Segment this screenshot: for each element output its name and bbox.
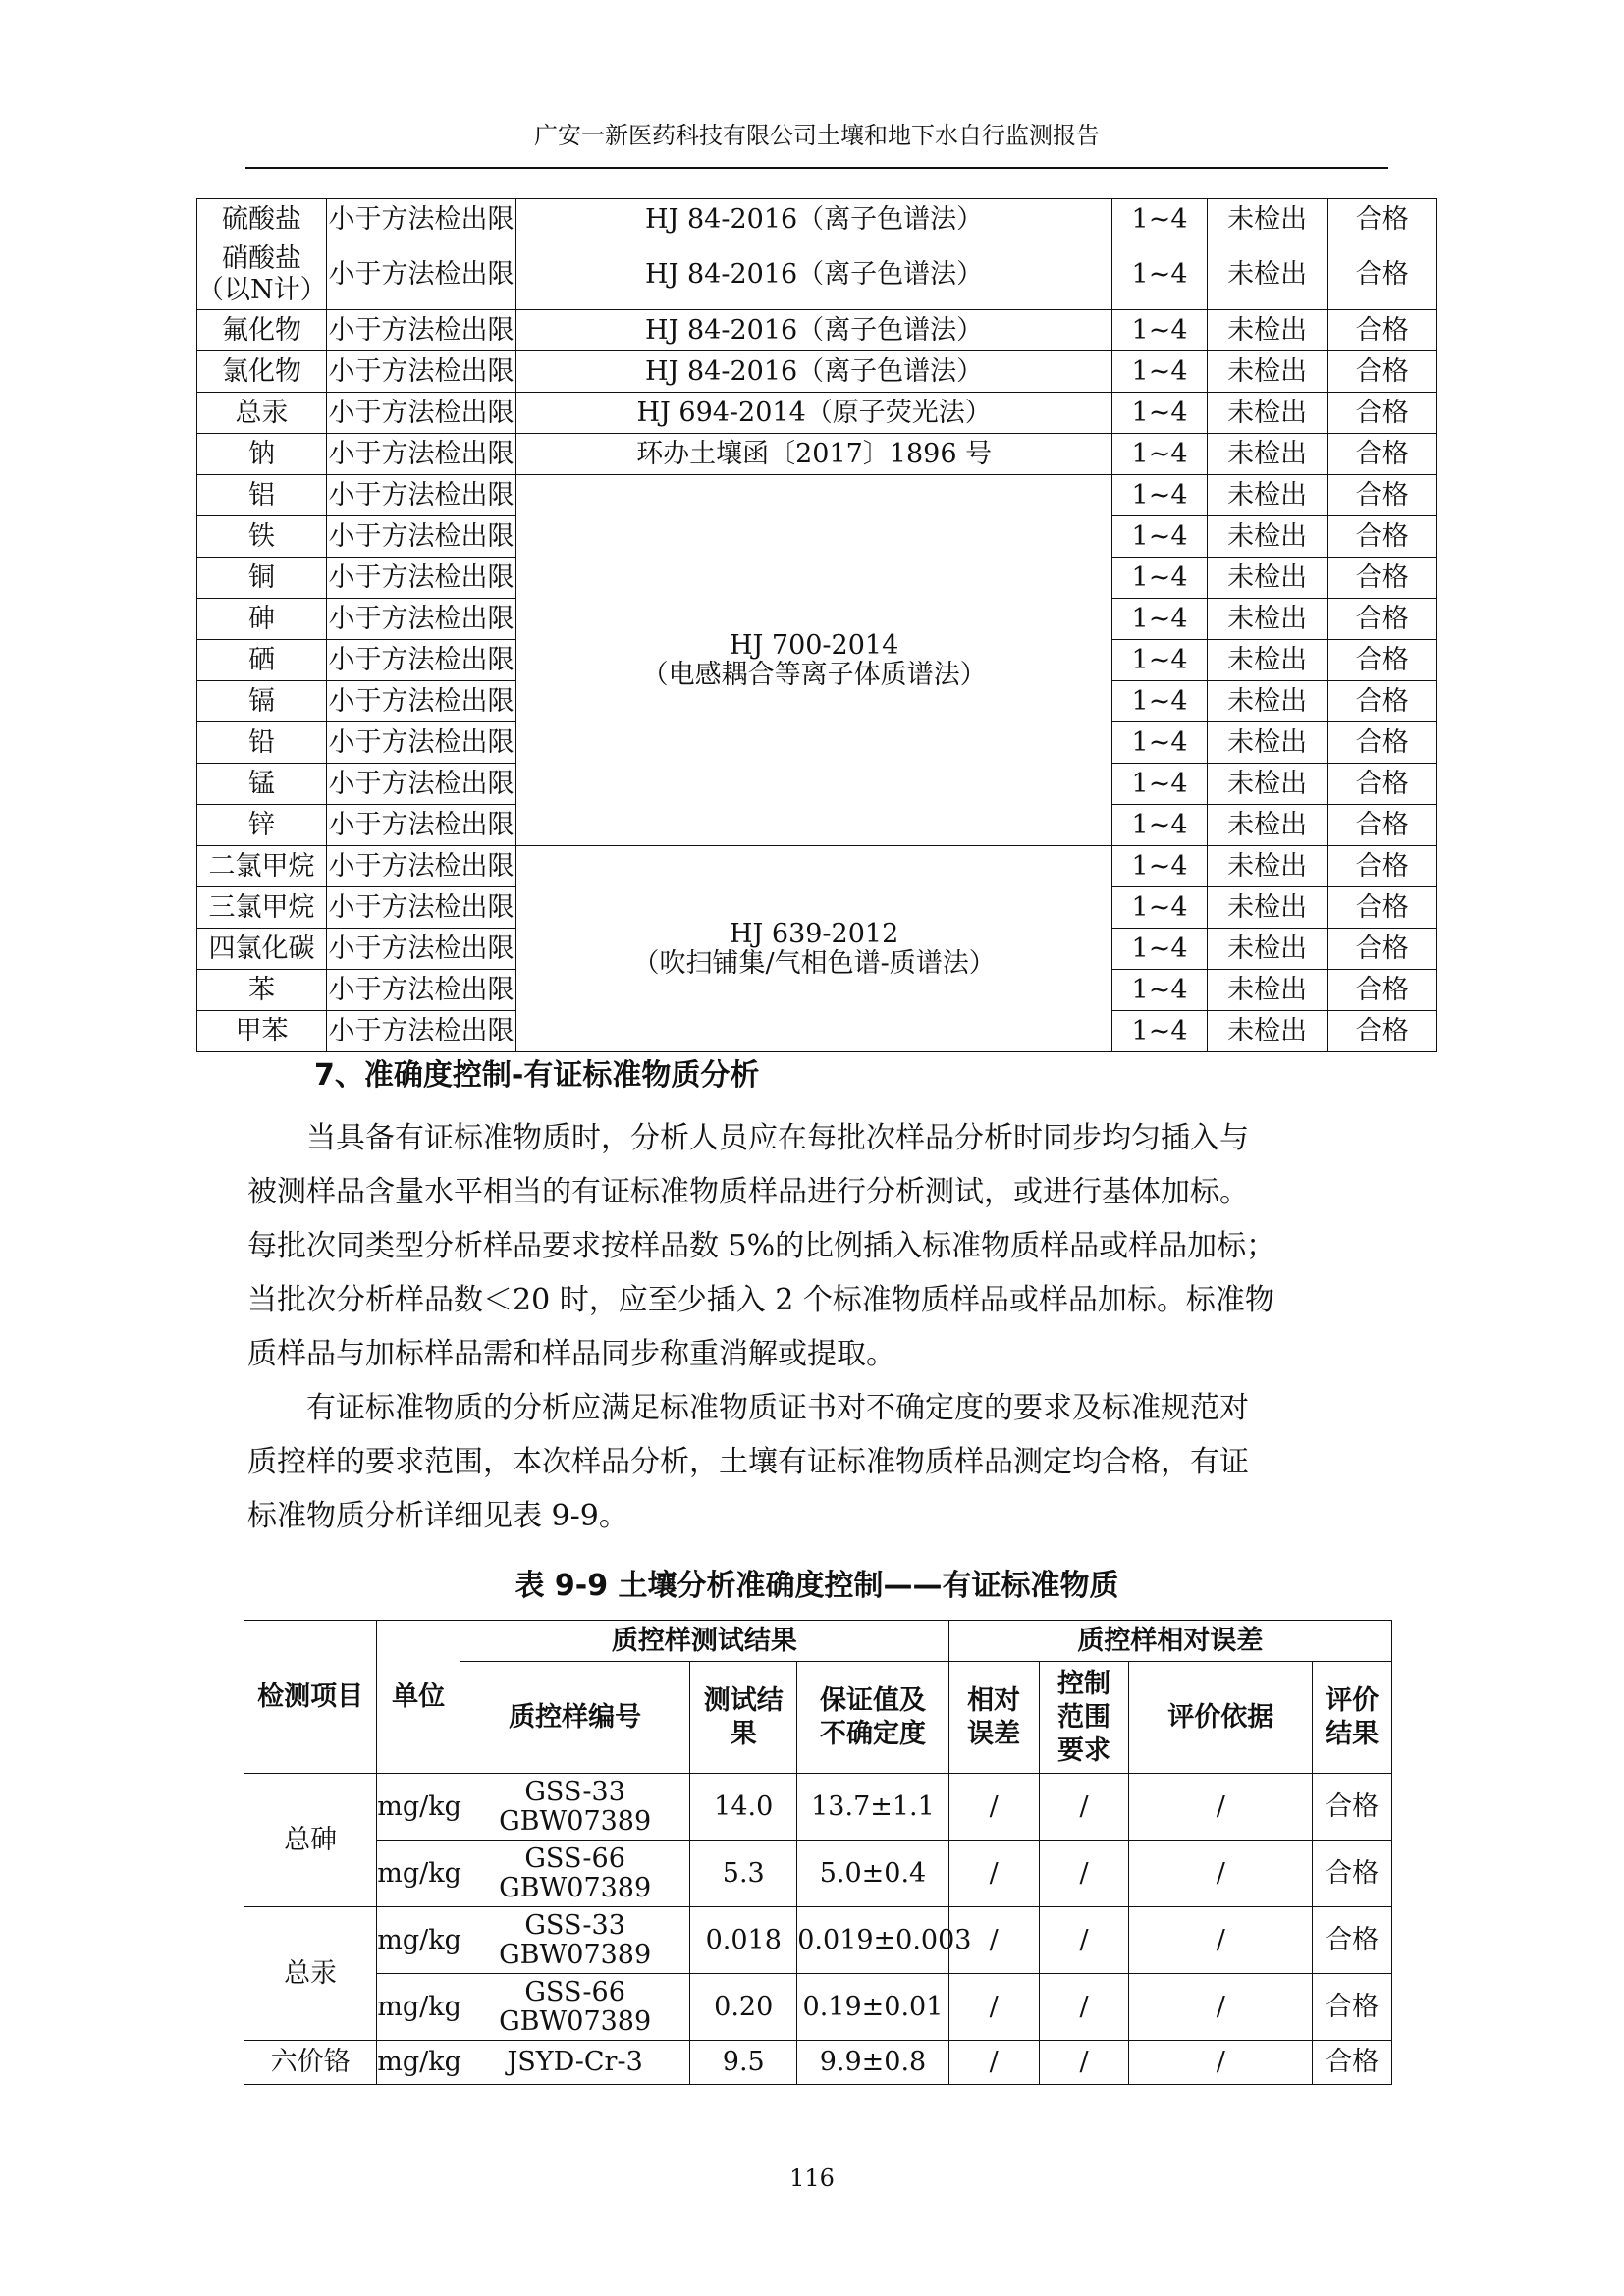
cell-item: 总汞 (197, 393, 327, 434)
table-row (244, 1841, 1392, 1907)
cell-evaluation: 合格 (1327, 764, 1436, 805)
cell-detect: 未检出 (1207, 393, 1327, 434)
cell-item: 铅 (197, 722, 327, 764)
cell-evaluation: 合格 (1327, 516, 1436, 558)
cell-certified-value: 13.7±1.1 (797, 1774, 948, 1841)
cell-range: 1~4 (1112, 764, 1207, 805)
cell-evaluation: 合格 (1327, 1011, 1436, 1052)
cell-detect: 未检出 (1207, 240, 1327, 310)
cell-range: 1~4 (1112, 929, 1207, 970)
cell-item: 氯化物 (197, 351, 327, 393)
cell-range: 1~4 (1112, 240, 1207, 310)
cell-item: 四氯化碳 (197, 929, 327, 970)
paragraph-line: 当批次分析样品数＜20 时，应至少插入 2 个标准物质样品或样品加标。标准物 (247, 1283, 1274, 1317)
cell-range: 1~4 (1112, 599, 1207, 640)
table-row (197, 310, 1437, 351)
cell-evaluation: 合格 (1327, 199, 1436, 240)
cell-test-result: 0.018 (690, 1907, 797, 1974)
cell-item: 铜 (197, 558, 327, 599)
cell-evaluation: 合格 (1327, 558, 1436, 599)
cell-evaluation-basis: / (1129, 1841, 1313, 1907)
cell-sample-id: GSS-33 GBW07389 (460, 1774, 690, 1841)
cell-range: 1~4 (1112, 516, 1207, 558)
paragraph-crm-result (247, 1381, 1386, 1543)
cell-control-range: / (1039, 1974, 1129, 2041)
paragraph-line: 标准物质分析详细见表 9-9。 (247, 1499, 628, 1533)
header-group-relative-error: 质控样相对误差 (948, 1621, 1391, 1662)
cell-relative-error: / (948, 1774, 1039, 1841)
cell-test-result: 5.3 (690, 1841, 797, 1907)
cell-evaluation: 合格 (1327, 240, 1436, 310)
cell-evaluation: 合格 (1327, 310, 1436, 351)
cell-test-result: 9.5 (690, 2041, 797, 2085)
cell-item: 六价铬 (244, 2041, 377, 2085)
report-header-title: 广安一新医药科技有限公司土壤和地下水自行监测报告 (534, 122, 1100, 149)
cell-item: 砷 (197, 599, 327, 640)
cell-certified-value: 5.0±0.4 (797, 1841, 948, 1907)
cell-result: 小于方法检出限 (327, 805, 516, 846)
cell-result: 小于方法检出限 (327, 240, 516, 310)
cell-result: 小于方法检出限 (327, 640, 516, 681)
cell-item: 甲苯 (197, 1011, 327, 1052)
cell-result: 小于方法检出限 (327, 846, 516, 887)
cell-control-range: / (1039, 1907, 1129, 1974)
cell-detect: 未检出 (1207, 681, 1327, 722)
cell-evaluation-basis: / (1129, 2041, 1313, 2085)
table-row (197, 434, 1437, 475)
cell-method: 环办土壤函〔2017〕1896 号 (515, 434, 1111, 475)
cell-sample-id: GSS-33 GBW07389 (460, 1907, 690, 1974)
cell-control-range: / (1039, 1774, 1129, 1841)
cell-evaluation: 合格 (1327, 434, 1436, 475)
cell-result: 小于方法检出限 (327, 887, 516, 929)
paragraph-line: 质样品与加标样品需和样品同步称重消解或提取。 (247, 1337, 895, 1371)
cell-detect: 未检出 (1207, 722, 1327, 764)
cell-evaluation: 合格 (1327, 599, 1436, 640)
cell-detect: 未检出 (1207, 558, 1327, 599)
cell-detect: 未检出 (1207, 199, 1327, 240)
cell-relative-error: / (948, 2041, 1039, 2085)
header-group-test-result: 质控样测试结果 (460, 1621, 949, 1662)
table-row (197, 393, 1437, 434)
cell-item: 二氯甲烷 (197, 846, 327, 887)
cell-result: 小于方法检出限 (327, 393, 516, 434)
cell-evaluation: 合格 (1327, 681, 1436, 722)
cell-result: 小于方法检出限 (327, 970, 516, 1011)
header-unit: 单位 (377, 1621, 460, 1774)
cell-unit: mg/kg (377, 1841, 460, 1907)
crm-accuracy-table (244, 1620, 1392, 2085)
cell-range: 1~4 (1112, 475, 1207, 516)
cell-range: 1~4 (1112, 199, 1207, 240)
cell-relative-error: / (948, 1907, 1039, 1974)
cell-method-icpms: HJ 700-2014 （电感耦合等离子体质谱法） (515, 475, 1111, 846)
cell-result: 小于方法检出限 (327, 558, 516, 599)
paragraph-line: 有证标准物质的分析应满足标准物质证书对不确定度的要求及标准规范对 (306, 1391, 1249, 1425)
cell-detect: 未检出 (1207, 434, 1327, 475)
cell-sample-id: JSYD-Cr-3 (460, 2041, 690, 2085)
table-row (197, 846, 1437, 887)
cell-result: 小于方法检出限 (327, 722, 516, 764)
cell-certified-value: 0.019±0.003 (797, 1907, 948, 1974)
section-heading: 7、准确度控制-有证标准物质分析 (314, 1058, 760, 1093)
table-row (244, 1774, 1392, 1841)
cell-item: 钠 (197, 434, 327, 475)
cell-item: 硫酸盐 (197, 199, 327, 240)
cell-evaluation-result: 合格 (1313, 1841, 1392, 1907)
cell-range: 1~4 (1112, 970, 1207, 1011)
cell-unit: mg/kg (377, 1907, 460, 1974)
header-sample-id: 质控样编号 (460, 1662, 690, 1774)
cell-result: 小于方法检出限 (327, 1011, 516, 1052)
cell-item: 苯 (197, 970, 327, 1011)
cell-method: HJ 84-2016（离子色谱法） (515, 240, 1111, 310)
cell-range: 1~4 (1112, 351, 1207, 393)
cell-evaluation: 合格 (1327, 846, 1436, 887)
cell-method: HJ 84-2016（离子色谱法） (515, 199, 1111, 240)
table-row (244, 2041, 1392, 2085)
paragraph-crm-requirement (247, 1111, 1386, 1381)
header-rule (245, 167, 1388, 169)
cell-detect: 未检出 (1207, 516, 1327, 558)
cell-detect: 未检出 (1207, 929, 1327, 970)
cell-result: 小于方法检出限 (327, 681, 516, 722)
cell-item: 镉 (197, 681, 327, 722)
cell-detect: 未检出 (1207, 764, 1327, 805)
cell-result: 小于方法检出限 (327, 434, 516, 475)
paragraph-line: 当具备有证标准物质时，分析人员应在每批次样品分析时同步均匀插入与 (306, 1121, 1249, 1155)
table-row (244, 1907, 1392, 1974)
cell-detect: 未检出 (1207, 640, 1327, 681)
cell-method-gcms: HJ 639-2012 （吹扫铺集/气相色谱-质谱法） (515, 846, 1111, 1052)
table-row (197, 475, 1437, 516)
cell-unit: mg/kg (377, 2041, 460, 2085)
cell-result: 小于方法检出限 (327, 199, 516, 240)
cell-method: HJ 84-2016（离子色谱法） (515, 351, 1111, 393)
cell-evaluation-basis: / (1129, 1974, 1313, 2041)
cell-item: 锰 (197, 764, 327, 805)
cell-test-result: 14.0 (690, 1774, 797, 1841)
paragraph-line: 质控样的要求范围，本次样品分析，土壤有证标准物质样品测定均合格，有证 (247, 1445, 1249, 1479)
cell-item: 总砷 (244, 1774, 377, 1907)
cell-evaluation-basis: / (1129, 1907, 1313, 1974)
cell-result: 小于方法检出限 (327, 764, 516, 805)
header-relative-error: 相对 误差 (948, 1662, 1039, 1774)
cell-range: 1~4 (1112, 887, 1207, 929)
cell-evaluation: 合格 (1327, 929, 1436, 970)
cell-item: 铝 (197, 475, 327, 516)
cell-relative-error: / (948, 1841, 1039, 1907)
cell-range: 1~4 (1112, 640, 1207, 681)
cell-result: 小于方法检出限 (327, 929, 516, 970)
cell-detect: 未检出 (1207, 475, 1327, 516)
cell-evaluation-result: 合格 (1313, 1974, 1392, 2041)
cell-control-range: / (1039, 2041, 1129, 2085)
cell-detect: 未检出 (1207, 970, 1327, 1011)
paragraph-line: 被测样品含量水平相当的有证标准物质样品进行分析测试，或进行基体加标。 (247, 1175, 1249, 1209)
cell-item: 硒 (197, 640, 327, 681)
table-row (197, 199, 1437, 240)
cell-item: 锌 (197, 805, 327, 846)
paragraph-line: 每批次同类型分析样品要求按样品数 5%的比例插入标准物质样品或样品加标； (247, 1229, 1276, 1263)
cell-item: 氟化物 (197, 310, 327, 351)
cell-item: 硝酸盐（以N计） (197, 240, 327, 310)
cell-range: 1~4 (1112, 722, 1207, 764)
header-test-result: 测试结 果 (690, 1662, 797, 1774)
cell-certified-value: 9.9±0.8 (797, 2041, 948, 2085)
cell-range: 1~4 (1112, 393, 1207, 434)
cell-evaluation: 合格 (1327, 722, 1436, 764)
cell-result: 小于方法检出限 (327, 516, 516, 558)
cell-result: 小于方法检出限 (327, 599, 516, 640)
cell-evaluation: 合格 (1327, 640, 1436, 681)
cell-evaluation-basis: / (1129, 1774, 1313, 1841)
cell-unit: mg/kg (377, 1974, 460, 2041)
cell-range: 1~4 (1112, 1011, 1207, 1052)
header-evaluation-result: 评价 结果 (1313, 1662, 1392, 1774)
cell-result: 小于方法检出限 (327, 310, 516, 351)
cell-range: 1~4 (1112, 846, 1207, 887)
cell-range: 1~4 (1112, 310, 1207, 351)
cell-detect: 未检出 (1207, 351, 1327, 393)
cell-detect: 未检出 (1207, 805, 1327, 846)
cell-detect: 未检出 (1207, 1011, 1327, 1052)
cell-detect: 未检出 (1207, 599, 1327, 640)
cell-detect: 未检出 (1207, 310, 1327, 351)
page-number: 116 (789, 2164, 835, 2192)
cell-unit: mg/kg (377, 1774, 460, 1841)
header-control-range: 控制 范围 要求 (1039, 1662, 1129, 1774)
table-caption: 表 9-9 土壤分析准确度控制——有证标准物质 (514, 1569, 1119, 1603)
cell-evaluation: 合格 (1327, 805, 1436, 846)
cell-evaluation: 合格 (1327, 475, 1436, 516)
table-row (197, 351, 1437, 393)
cell-range: 1~4 (1112, 434, 1207, 475)
detection-limit-table (196, 198, 1437, 1052)
cell-control-range: / (1039, 1841, 1129, 1907)
cell-sample-id: GSS-66 GBW07389 (460, 1974, 690, 2041)
header-evaluation-basis: 评价依据 (1129, 1662, 1313, 1774)
cell-method: HJ 84-2016（离子色谱法） (515, 310, 1111, 351)
cell-range: 1~4 (1112, 805, 1207, 846)
cell-item: 三氯甲烷 (197, 887, 327, 929)
cell-result: 小于方法检出限 (327, 475, 516, 516)
cell-evaluation: 合格 (1327, 970, 1436, 1011)
cell-method: HJ 694-2014（原子荧光法） (515, 393, 1111, 434)
cell-evaluation-result: 合格 (1313, 2041, 1392, 2085)
cell-relative-error: / (948, 1974, 1039, 2041)
cell-certified-value: 0.19±0.01 (797, 1974, 948, 2041)
cell-range: 1~4 (1112, 558, 1207, 599)
table-row (244, 1974, 1392, 2041)
cell-item: 铁 (197, 516, 327, 558)
cell-sample-id: GSS-66 GBW07389 (460, 1841, 690, 1907)
cell-evaluation: 合格 (1327, 351, 1436, 393)
header-certified-value: 保证值及 不确定度 (797, 1662, 948, 1774)
cell-test-result: 0.20 (690, 1974, 797, 2041)
table-row (197, 240, 1437, 310)
cell-result: 小于方法检出限 (327, 351, 516, 393)
cell-detect: 未检出 (1207, 846, 1327, 887)
header-item: 检测项目 (244, 1621, 377, 1774)
cell-evaluation-result: 合格 (1313, 1774, 1392, 1841)
cell-range: 1~4 (1112, 681, 1207, 722)
cell-evaluation: 合格 (1327, 887, 1436, 929)
cell-evaluation: 合格 (1327, 393, 1436, 434)
cell-evaluation-result: 合格 (1313, 1907, 1392, 1974)
cell-item: 总汞 (244, 1907, 377, 2041)
cell-detect: 未检出 (1207, 887, 1327, 929)
